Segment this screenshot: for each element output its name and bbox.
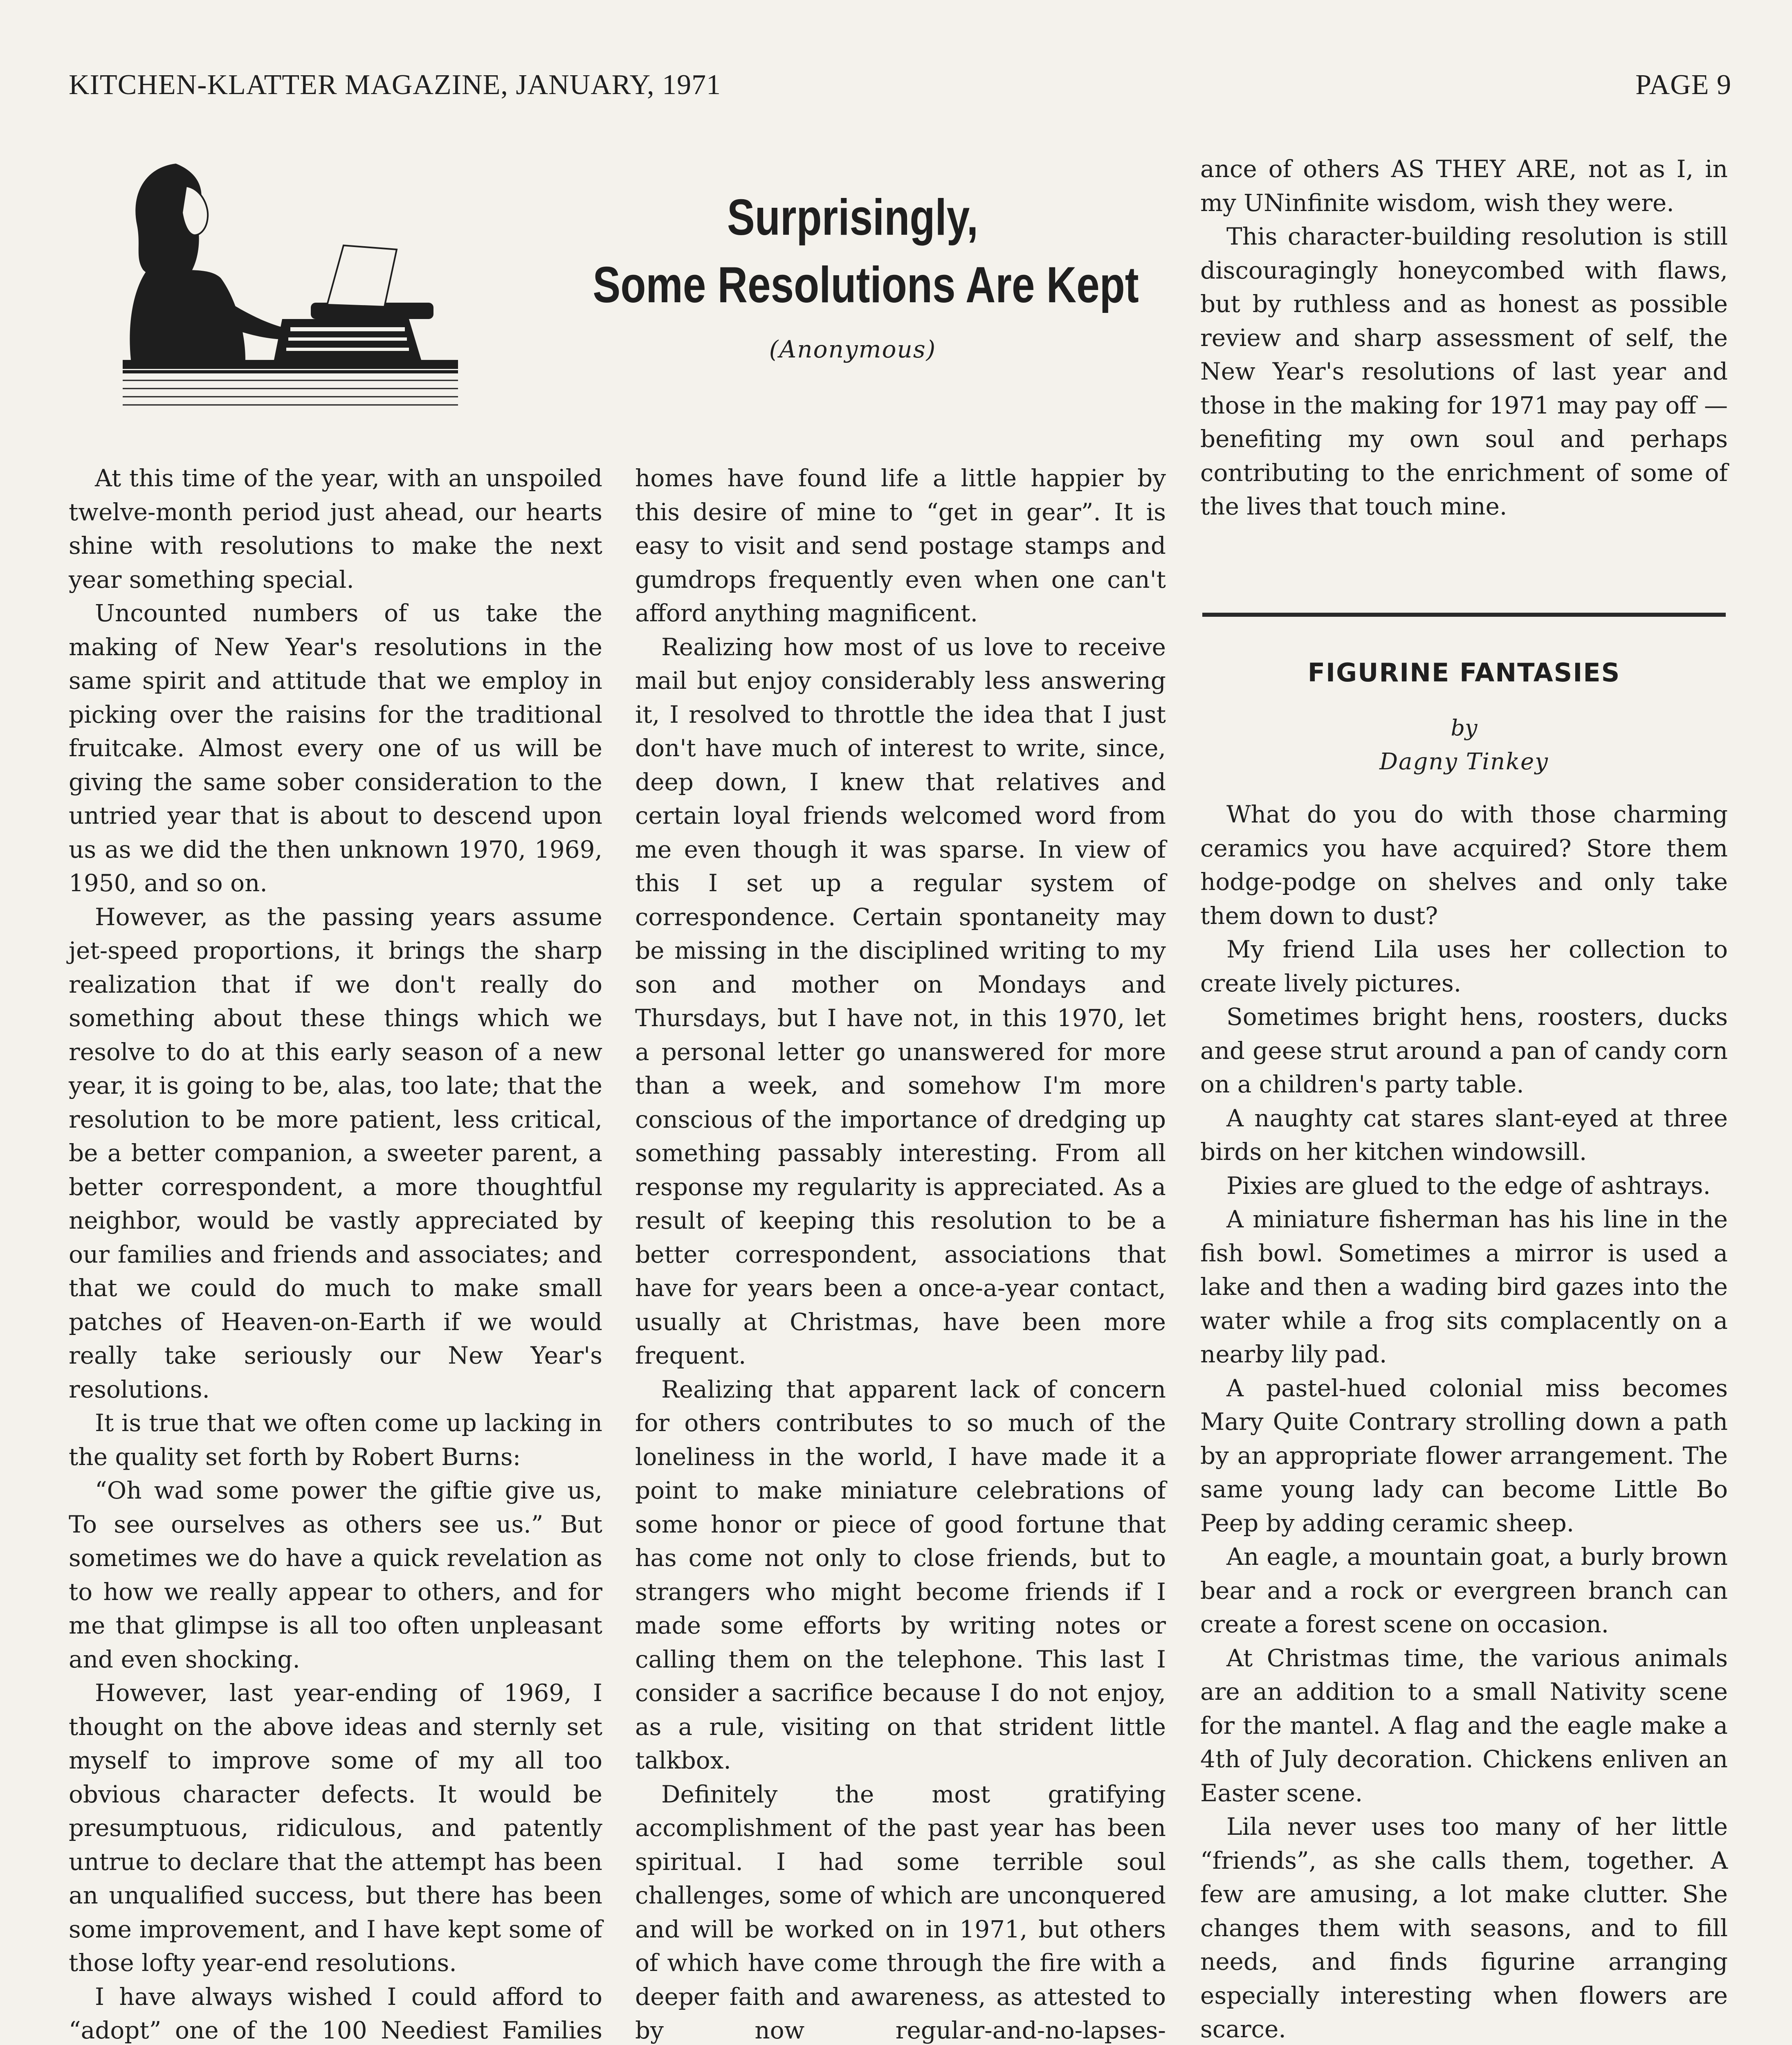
article-column-3 [1200,152,1728,524]
page-number: PAGE 9 [1635,69,1731,101]
paragraph: Uncounted numbers of us take the making of New Year's resolutions in the same spirit and attitude that we employ in picking over the raisins for the traditional fruitcake. Almost every one of us will be giving the same sober consideration to the untried year that is about to descend upon us as we did the then unknown 1970, 1969, 1950, and so on. [69,599,602,897]
article-column-1 [69,461,602,2045]
paragraph: I have always wished I could afford to “adopt” one of the 100 Neediest Families [69,1982,602,2044]
figurine-author: Dagny Tinkey [1379,748,1549,775]
paragraph: Definitely the most gratifying accomplishment of the past year has been spiritual. I had some terrible soul challenges, some of which are unconquered and will be worked on in 1971, but others of which have come through the fire with a deeper faith and awareness, as attested to by now regular-and-no-lapses- [635,1780,1166,2044]
paragraph: A naughty cat stares slant-eyed at three birds on her kitchen windowsill. [1200,1104,1728,1166]
paragraph: ance of others AS THEY ARE, not as I, in my UNinfinite wisdom, wish they were. [1200,155,1728,217]
article-title-line-2: Some Resolutions Are Kept [593,257,1139,313]
article-title-block [536,184,1170,363]
paragraph: An eagle, a mountain goat, a burly brown bear and a rock or evergreen branch can create a forest scene on occasion. [1200,1543,1728,1638]
paragraph: My friend Lila uses her collection to create lively pictures. [1200,935,1728,997]
paragraph: A pastel-hued colonial miss becomes Mary Quite Contrary strolling down a path by an appropriate flower arrangement. The same young lady can become Little Bo Peep by adding ceramic sheep. [1200,1374,1728,1537]
paragraph: At this time of the year, with an unspoiled twelve-month period just ahead, our hearts shine with resolutions to make the next year something special. [69,464,602,593]
paragraph: This character-building resolution is still discouragingly honeycombed with flaws, but by ruthless and as honest as possible review and sharp assessment of self, the New Year's resolutions of last year and those in the making for 1971 may pay off — benefiting my own soul and perhaps contributing to the enrichment of some of the lives that touch mine. [1200,222,1728,520]
paragraph: “Oh wad some power the giftie give us, To see ourselves as others see us.” But sometimes we do have a quick revelation as to how we really appear to others, and for me that glimpse is all too often unpleasant and even shocking. [69,1476,602,1673]
paragraph: Realizing that apparent lack of concern for others contributes to so much of the loneliness in the world, I have made it a point to make miniature celebrations of some honor or piece of good fortune that has come not only to close friends, but to strangers who might become friends if I made some efforts by writing notes or calling them on the telephone. This last I consider a sacrifice because I do not enjoy, as a rule, visiting on that strident little talkbox. [635,1375,1166,1774]
paragraph: Lila never uses too many of her little “friends”, as she calls them, together. A few are amusing, a lot make clutter. She changes them with seasons, and to fill needs, and finds figurine arranging especially interesting when flowers are scarce. [1200,1813,1728,2043]
figurine-by: by [1451,715,1478,741]
paragraph: It is true that we often come up lacking in the quality set forth by Robert Burns: [69,1409,602,1471]
section-divider [1202,613,1726,617]
figurine-body [1200,798,1728,2045]
paragraph: What do you do with those charming ceramics you have acquired? Store them hodge-podge on shelves and only take them down to dust? [1200,800,1728,930]
article-column-2 [635,461,1166,2045]
paragraph: Pixies are glued to the edge of ashtrays. [1226,1171,1711,1200]
paragraph: At Christmas time, the various animals are an addition to a small Nativity scene for the mantel. A flag and the eagle make a 4th of July decoration. Chickens enliven an Easter scene. [1200,1644,1728,1807]
article-byline: (Anonymous) [769,335,936,363]
paragraph: However, as the passing years assume jet-speed proportions, it brings the sharp realization that if we don't really do something about these things which we resolve to do at this early season of a new year, it is going to be, alas, too late; that the resolution to be more patient, less critical, be a better companion, a sweeter parent, a better correspondent, a more thoughtful neighbor, would be vastly appreciated by our families and friends and associates; and that we could do much to make small patches of Heaven-on-Earth if we would really take seriously our New Year's resolutions. [69,903,602,1403]
woman-at-typewriter-illustration [98,147,474,409]
running-header: KITCHEN-KLATTER MAGAZINE, JANUARY, 1971 [69,69,721,101]
figurine-section-title: FIGURINE FANTASIES [1307,658,1621,688]
paragraph: A miniature fisherman has his line in the fish bowl. Sometimes a mirror is used a lake and then a wading bird gazes into the water while a frog sits complacently on a nearby lily pad. [1200,1205,1728,1368]
paragraph: Sometimes bright hens, roosters, ducks and geese strut around a pan of candy corn on a children's party table. [1200,1003,1728,1098]
paragraph: homes have found life a little happier by this desire of mine to “get in gear”. It is easy to visit and send postage stamps and gumdrops frequently even when one can't afford anything magnificent. [635,464,1166,627]
paragraph: Realizing how most of us love to receive mail but enjoy considerably less answering it, I resolved to throttle the idea that I just don't have much of interest to write, since, deep down, I knew that relatives and certain loyal friends welcomed word from me even though it was sparse. In view of this I set up a regular system of correspondence. Certain spontaneity may be missing in the disciplined writing to my son and mother on Mondays and Thursdays, but I have not, in this 1970, let a personal letter go unanswered for more than a week, and somehow I'm more conscious of the importance of dredging up something passably interesting. From all response my regularity is appreciated. As a result of keeping this resolution to be a better correspondent, associations that have for years been a once-a-year contact, usually at Christmas, have been more frequent. [635,633,1166,1369]
article-title-line-1: Surprisingly, [727,189,978,246]
paragraph: However, last year-ending of 1969, I thought on the above ideas and sternly set myself to improve some of my all too obvious character defects. It would be presumptuous, ridiculous, and patently untrue to declare that the attempt has been an unqualified success, but there has been some improvement, and I have kept some of those lofty year-end resolutions. [69,1679,602,1977]
